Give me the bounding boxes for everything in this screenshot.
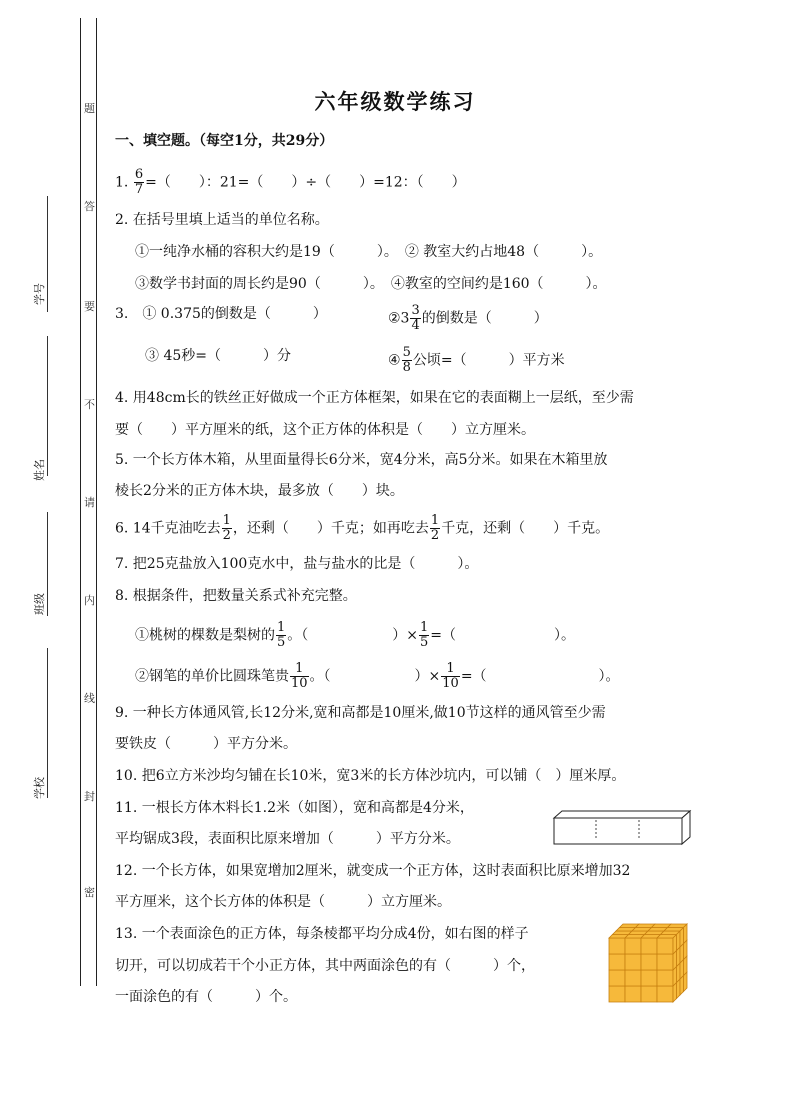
fraction: $\frac{1}{10}$ (442, 661, 459, 691)
student-name-field[interactable] (47, 336, 48, 476)
question-12b: 平方厘米，这个长方体的体积是（ ）立方厘米。 (115, 894, 451, 910)
class-field[interactable] (47, 512, 48, 616)
seal-char: 题 (84, 102, 95, 115)
question-1 (115, 168, 466, 197)
question-5a: 5. 一个长方体木箱，从里面量得长6分米，宽4分米，高5分米。如果在木箱里放 (115, 452, 608, 468)
q1-text: =（ ）：21=（ ）÷（ ）=12：（ ） (145, 174, 466, 191)
q3-part-2-prefix: ②3 (388, 310, 410, 327)
seal-char: 不 (84, 398, 95, 411)
q8a-middle: 。（ ）× (287, 627, 419, 644)
q3-part-2-text: 的倒数是（ ） (421, 310, 548, 327)
question-3b (145, 346, 291, 366)
fraction: $\frac{1}{5}$ (277, 620, 286, 650)
question-2a: ①一纯净水桶的容积大约是19（ ）。 ② 教室大约占地48（ ）。 (135, 244, 603, 260)
q8b-middle: 。（ ）× (309, 668, 441, 685)
fraction: $\frac{6}{7}$ (134, 167, 144, 197)
question-8a (135, 621, 575, 650)
q3-part-3: ③ 45秒=（ ）分 (145, 348, 291, 364)
question-11b: 平均锯成3段，表面积比原来增加（ ）平方分米。 (115, 831, 460, 847)
question-9b: 要铁皮（ ）平方分米。 (115, 736, 297, 752)
question-12a: 12. 一个长方体，如果宽增加2厘米，就变成一个正方体，这时表面积比原来增加32 (115, 863, 631, 879)
seal-char: 内 (84, 594, 95, 607)
page-title: 六年级数学练习 (314, 89, 476, 114)
question-3a (115, 304, 327, 324)
question-4a: 4. 用48cm长的铁丝正好做成一个正方体框架，如果在它的表面糊上一层纸，至少需 (115, 390, 634, 406)
binding-line-left (80, 18, 81, 986)
q6-middle: ，还剩（ ）千克；如再吃去 (232, 520, 429, 537)
q1-number: 1. (115, 174, 129, 191)
q3-part-4-prefix: ④ (388, 352, 401, 369)
q8b-prefix: ②钢笔的单价比圆珠笔贵 (135, 668, 289, 685)
q3-part-4-text: 公顷=（ ）平方米 (412, 352, 565, 369)
question-3a2 (388, 304, 548, 333)
seal-char: 线 (84, 692, 95, 705)
question-13a: 13. 一个表面涂色的正方体，每条棱都平均分成4份，如右图的样子 (115, 926, 529, 942)
question-4b: 要（ ）平方厘米的纸，这个正方体的体积是（ ）立方厘米。 (115, 422, 535, 438)
question-8: 8. 根据条件，把数量关系式补充完整。 (115, 588, 357, 604)
question-13b: 切开，可以切成若干个小正方体，其中两面涂色的有（ ）个， (115, 958, 535, 974)
fraction: $\frac{1}{2}$ (430, 513, 440, 543)
fraction: $\frac{5}{8}$ (402, 345, 411, 375)
question-9a: 9. 一种长方体通风管,长12分米,宽和高都是10厘米,做10节这样的通风管至少需 (115, 705, 606, 721)
seal-char: 封 (84, 790, 95, 803)
school-field[interactable] (47, 648, 48, 798)
student-number-label: 学号 (33, 283, 46, 305)
fraction: $\frac{1}{2}$ (222, 513, 231, 543)
question-11a: 11. 一根长方体木料长1.2米（如图），宽和高都是4分米， (115, 800, 474, 816)
fraction: $\frac{3}{4}$ (411, 303, 420, 333)
seal-char: 答 (84, 200, 95, 213)
question-5b: 棱长2分米的正方体木块，最多放（ ）块。 (115, 483, 404, 499)
question-3b2 (388, 346, 565, 375)
q6-suffix: 千克，还剩（ ）千克。 (441, 520, 610, 537)
question-2: 2. 在括号里填上适当的单位名称。 (115, 212, 329, 228)
q8a-suffix: =（ ）。 (430, 627, 576, 644)
seal-char: 密 (84, 886, 95, 899)
question-13c: 一面涂色的有（ ）个。 (115, 989, 297, 1005)
question-10: 10. 把6立方米沙均匀铺在长10米，宽3米的长方体沙坑内，可以铺（ ）厘米厚。 (115, 768, 626, 784)
wood-bar-figure (550, 808, 695, 848)
fraction: $\frac{1}{10}$ (291, 661, 308, 691)
seal-char: 请 (84, 496, 95, 509)
section-heading: 一、填空题。（每空1分，共29分） (115, 133, 334, 149)
q6-prefix: 6. 14千克油吃去 (115, 520, 221, 537)
fraction: $\frac{1}{5}$ (420, 620, 429, 650)
binding-line-right (96, 18, 97, 986)
question-8b (135, 662, 620, 691)
painted-cube-figure (605, 920, 689, 1006)
q8a-prefix: ①桃树的棵数是梨树的 (135, 627, 275, 644)
seal-char: 要 (84, 300, 95, 313)
student-name-label: 姓名 (33, 459, 46, 481)
school-label: 学校 (33, 777, 46, 799)
question-7: 7. 把25克盐放入100克水中，盐与盐水的比是（ ）。 (115, 556, 479, 572)
question-2b: ③数学书封面的周长约是90（ ）。 ④教室的空间约是160（ ）。 (135, 276, 607, 292)
q8b-suffix: =（ ）。 (460, 668, 620, 685)
student-number-field[interactable] (47, 196, 48, 312)
q3-part-1: 3. ① 0.375的倒数是（ ） (115, 306, 327, 322)
question-6 (115, 514, 609, 543)
class-label: 班级 (33, 593, 46, 615)
